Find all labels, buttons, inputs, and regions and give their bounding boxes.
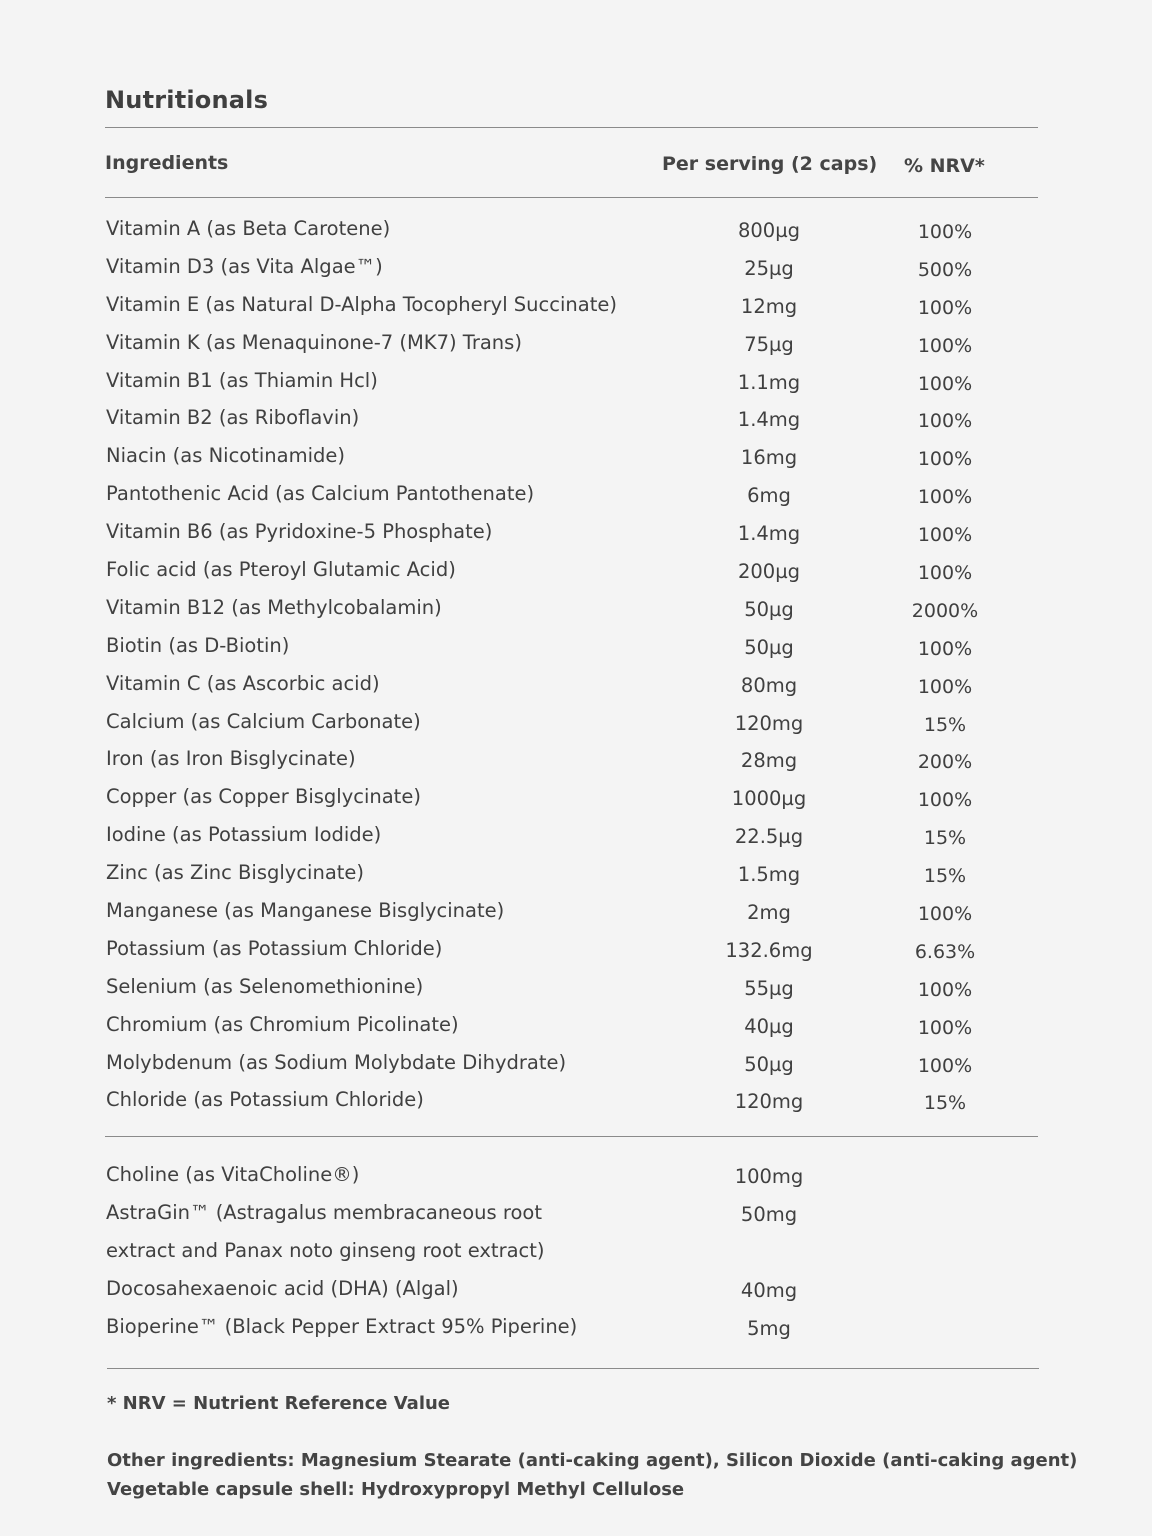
table-row xyxy=(0,443,1152,481)
title-divider xyxy=(105,127,1038,128)
ingredient-amount: 50mg xyxy=(740,1202,798,1226)
column-header-per-serving: Per serving (2 caps) xyxy=(662,153,878,175)
other-actives-list xyxy=(0,1162,1152,1351)
ingredient-nrv: 100% xyxy=(917,410,973,433)
header-divider xyxy=(105,197,1038,198)
ingredient-name: Chloride (as Potassium Chloride) xyxy=(106,1088,424,1112)
ingredient-name: Selenium (as Selenomethionine) xyxy=(106,974,424,998)
ingredient-name: Vitamin B6 (as Pyridoxine-5 Phosphate) xyxy=(106,520,493,544)
ingredient-nrv: 100% xyxy=(917,524,973,547)
ingredient-nrv: 100% xyxy=(917,221,973,243)
ingredient-nrv: 6.63% xyxy=(914,940,976,963)
ingredient-amount: 50µg xyxy=(744,1052,794,1076)
ingredient-amount: 28mg xyxy=(740,749,798,773)
ingredient-nrv: 100% xyxy=(917,1016,973,1039)
ingredient-amount: 6mg xyxy=(747,484,791,508)
ingredient-nrv: 200% xyxy=(917,751,973,774)
ingredient-nrv: 100% xyxy=(917,1054,973,1077)
ingredient-name: Folic acid (as Pteroyl Glutamic Acid) xyxy=(106,558,456,582)
table-row xyxy=(0,368,1152,406)
table-row xyxy=(0,1162,1152,1200)
ingredient-amount: 5mg xyxy=(747,1316,791,1340)
ingredient-nrv: 100% xyxy=(917,372,973,395)
table-row xyxy=(0,1238,1152,1276)
ingredient-amount: 50µg xyxy=(744,597,794,621)
ingredient-amount: 40µg xyxy=(744,1014,794,1038)
table-row xyxy=(0,633,1152,671)
table-row xyxy=(0,860,1152,898)
table-row xyxy=(0,519,1152,557)
ingredient-amount: 120mg xyxy=(734,1090,804,1114)
table-row xyxy=(0,405,1152,443)
ingredient-amount: 1.4mg xyxy=(737,522,801,546)
column-header-ingredients: Ingredients xyxy=(105,152,229,174)
ingredient-amount: 40mg xyxy=(740,1278,798,1302)
table-row xyxy=(0,746,1152,784)
ingredient-nrv: 100% xyxy=(917,789,973,812)
ingredient-name: Niacin (as Nicotinamide) xyxy=(106,444,345,468)
table-row xyxy=(0,1314,1152,1352)
ingredient-amount: 132.6mg xyxy=(725,938,813,962)
ingredient-amount: 1.4mg xyxy=(737,408,801,432)
table-row xyxy=(0,1200,1152,1238)
ingredient-amount: 12mg xyxy=(740,294,798,318)
table-row xyxy=(0,292,1152,330)
ingredient-nrv: 100% xyxy=(917,562,973,585)
ingredient-name: Choline (as VitaCholine®) xyxy=(106,1163,360,1186)
ingredient-nrv: 100% xyxy=(917,675,973,698)
ingredient-amount: 100mg xyxy=(734,1165,804,1188)
ingredient-name: Calcium (as Calcium Carbonate) xyxy=(106,709,421,733)
ingredient-amount: 120mg xyxy=(734,711,804,735)
ingredient-nrv: 500% xyxy=(917,258,973,281)
ingredient-name: Pantothenic Acid (as Calcium Pantothenate) xyxy=(106,482,535,506)
ingredient-name: Potassium (as Potassium Chloride) xyxy=(106,936,443,960)
ingredient-amount: 55µg xyxy=(744,976,794,1000)
bottom-divider xyxy=(107,1368,1039,1369)
ingredient-name: Docosahexaenoic acid (DHA) (Algal) xyxy=(106,1276,459,1300)
ingredient-name: Bioperine™ (Black Pepper Extract 95% Piperine) xyxy=(106,1314,578,1338)
table-row xyxy=(0,216,1152,254)
ingredient-list xyxy=(0,216,1152,1125)
ingredient-name: Iodine (as Potassium Iodide) xyxy=(106,823,382,847)
ingredient-amount: 1.1mg xyxy=(737,370,801,394)
ingredient-amount: 50µg xyxy=(744,635,794,659)
table-row xyxy=(0,330,1152,368)
table-row xyxy=(0,974,1152,1012)
ingredient-amount: 80mg xyxy=(740,673,798,697)
ingredient-nrv: 100% xyxy=(917,448,973,471)
ingredient-nrv: 15% xyxy=(923,827,967,850)
section-divider xyxy=(105,1136,1038,1137)
ingredient-name: Vitamin D3 (as Vita Algae™) xyxy=(106,254,383,278)
ingredient-name: Vitamin C (as Ascorbic acid) xyxy=(106,671,380,695)
ingredient-nrv: 100% xyxy=(917,978,973,1001)
ingredient-name: Vitamin B12 (as Methylcobalamin) xyxy=(106,595,442,619)
table-row xyxy=(0,822,1152,860)
table-row xyxy=(0,1050,1152,1088)
ingredient-name: Vitamin A (as Beta Carotene) xyxy=(106,217,391,240)
ingredient-nrv: 100% xyxy=(917,334,973,357)
ingredient-amount: 75µg xyxy=(744,332,794,356)
ingredient-name: Zinc (as Zinc Bisglycinate) xyxy=(106,861,365,885)
ingredient-name: Vitamin B2 (as Riboflavin) xyxy=(106,406,360,430)
table-row xyxy=(0,481,1152,519)
ingredient-amount: 2mg xyxy=(747,901,791,925)
ingredient-name: Biotin (as D-Biotin) xyxy=(106,633,290,657)
ingredient-nrv: 100% xyxy=(917,637,973,660)
table-row xyxy=(0,254,1152,292)
ingredient-nrv: 15% xyxy=(923,865,967,888)
ingredient-amount: 1.5mg xyxy=(737,863,801,887)
table-row xyxy=(0,936,1152,974)
ingredient-name: extract and Panax noto ginseng root extract) xyxy=(106,1238,545,1262)
ingredient-amount: 1000µg xyxy=(731,787,807,811)
ingredient-name: Manganese (as Manganese Bisglycinate) xyxy=(106,899,505,923)
capsule-shell-text: Vegetable capsule shell: Hydroxypropyl Methyl Cellulose xyxy=(107,1479,685,1500)
column-header-nrv: % NRV* xyxy=(904,155,985,177)
ingredient-nrv: 100% xyxy=(917,296,973,319)
table-row xyxy=(0,557,1152,595)
ingredient-name: Chromium (as Chromium Picolinate) xyxy=(106,1012,459,1036)
ingredient-amount: 200µg xyxy=(737,560,800,584)
ingredient-nrv: 100% xyxy=(917,486,973,509)
table-row xyxy=(0,898,1152,936)
nrv-footnote: * NRV = Nutrient Reference Value xyxy=(107,1393,451,1414)
ingredient-nrv: 2000% xyxy=(911,599,979,622)
ingredient-name: Copper (as Copper Bisglycinate) xyxy=(106,785,421,809)
ingredient-amount: 800µg xyxy=(737,219,800,242)
table-row xyxy=(0,671,1152,709)
ingredient-name: AstraGin™ (Astragalus membracaneous root xyxy=(106,1200,542,1224)
ingredient-nrv: 15% xyxy=(923,713,967,736)
ingredient-name: Vitamin B1 (as Thiamin Hcl) xyxy=(106,368,378,392)
page-title: Nutritionals xyxy=(105,86,269,114)
ingredient-nrv: 15% xyxy=(923,1092,967,1115)
ingredient-name: Vitamin K (as Menaquinone-7 (MK7) Trans) xyxy=(106,330,522,354)
table-row xyxy=(0,709,1152,747)
ingredient-amount: 25µg xyxy=(744,256,794,280)
table-row xyxy=(0,1276,1152,1314)
table-row xyxy=(0,1012,1152,1050)
other-ingredients-text: Other ingredients: Magnesium Stearate (anti-caking agent), Silicon Dioxide (anti-caking agent) xyxy=(107,1450,1078,1471)
ingredient-nrv: 100% xyxy=(917,903,973,926)
ingredient-name: Iron (as Iron Bisglycinate) xyxy=(106,747,356,771)
ingredient-name: Vitamin E (as Natural D-Alpha Tocopheryl Succinate) xyxy=(106,292,617,316)
ingredient-name: Molybdenum (as Sodium Molybdate Dihydrate) xyxy=(106,1050,567,1074)
table-row xyxy=(0,1087,1152,1125)
table-row xyxy=(0,595,1152,633)
table-row xyxy=(0,784,1152,822)
ingredient-amount: 16mg xyxy=(740,446,798,470)
ingredient-amount: 22.5µg xyxy=(734,825,804,849)
